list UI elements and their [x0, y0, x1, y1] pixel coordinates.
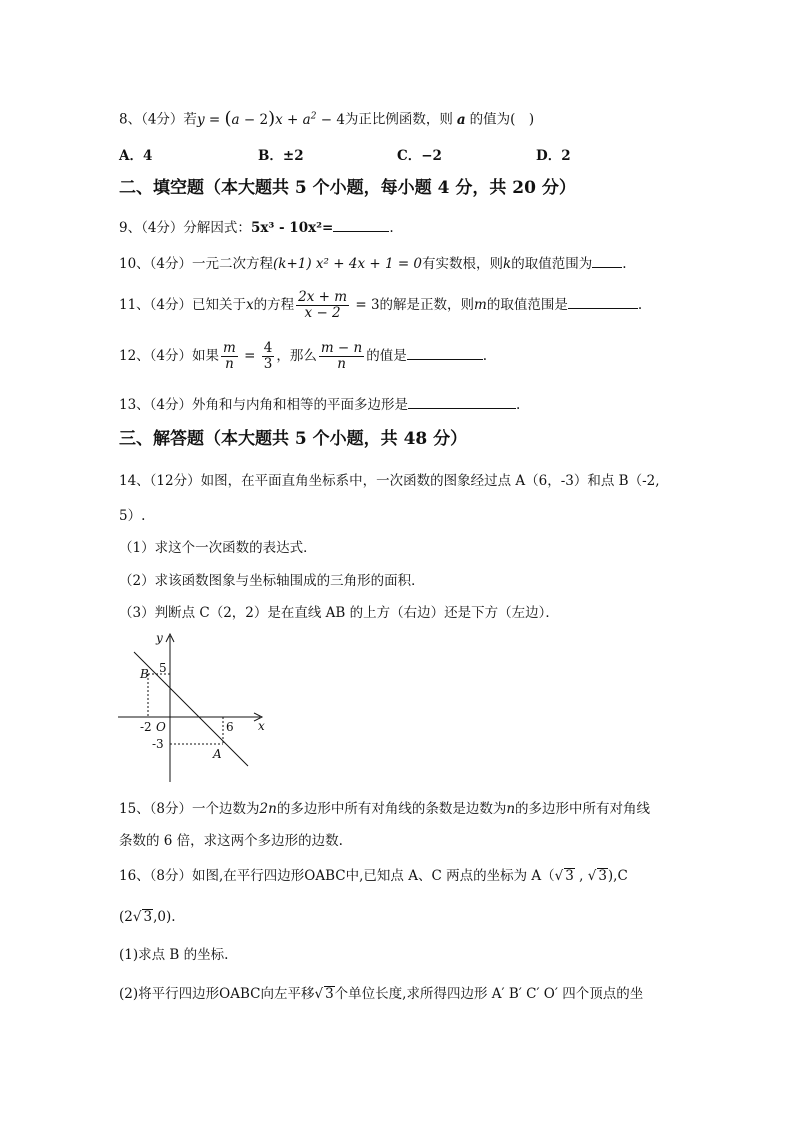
q15-suffix: 的多边形中所有对角线	[515, 801, 651, 817]
question-14-sub-3: （3）判断点 C（2，2）是在直线 AB 的上方（右边）还是下方（左边）．	[119, 605, 559, 621]
q8-tail: 的值为( )	[469, 111, 535, 128]
section-2-title: 二、填空题（本大题共 5 个小题，每小题 4 分，共 20 分）	[119, 178, 576, 198]
q13-blank	[408, 394, 516, 409]
label-6: 6	[226, 720, 234, 734]
q12-prefix: 12、（4分）如果	[119, 348, 220, 364]
q16-line1: 16、（8分）如图,在平行四边形OABC中,已知点 A、C 两点的坐标为 A（	[119, 868, 555, 884]
question-8	[119, 106, 534, 130]
q9-end: .	[389, 220, 394, 236]
q11-after: 的解是正数，则	[379, 297, 475, 313]
q16-sqrt-d: 3	[325, 986, 334, 1002]
label-o: O	[156, 720, 166, 734]
q10-middle: 有实数根，则	[422, 256, 504, 272]
q16-sub2-prefix: (2)将平行四边形OABC向左平移	[119, 986, 315, 1002]
q11-fraction: $\frac{2x + m}{x - 2}$	[298, 289, 348, 321]
question-16-line-1: 16、（8分）如图,在平行四边形OABC中,已知点 A、C 两点的坐标为 A（√ 3 , √ 3),C	[119, 868, 628, 884]
q12-suffix: 的值是	[366, 348, 407, 364]
question-14-sub-1: （1）求这个一次函数的表达式．	[119, 540, 317, 556]
q9-text: 9、（4分）分解因式：	[119, 220, 251, 236]
question-16-line-2: (2√ 3,0).	[119, 909, 176, 925]
question-16-sub-2: (2)将平行四边形OABC向左平移√ 3个单位长度,求所得四边形 A′ B′ C′ O′ 四个顶点的坐	[119, 986, 644, 1002]
label-x: x	[258, 719, 265, 733]
q12-eq: =	[239, 348, 260, 364]
q11-var-x: x	[246, 297, 254, 313]
q16-sub2-suffix: 个单位长度,求所得四边形 A′ B′ C′ O′ 四个顶点的坐	[334, 986, 644, 1002]
coordinate-figure	[112, 628, 272, 788]
question-16-sub-1: (1)求点 B 的坐标.	[119, 947, 229, 963]
q16-line1-end: ),C	[607, 868, 628, 884]
q13-text: 13、（4分）外角和与内角和相等的平面多边形是	[119, 397, 409, 413]
q15-var-2n: 2n	[259, 801, 277, 817]
q16-comma: ,	[574, 868, 588, 884]
label-neg3: -3	[152, 737, 164, 751]
q9-blank	[333, 217, 389, 232]
question-10	[119, 253, 627, 274]
q11-middle: 的方程	[253, 297, 295, 313]
q10-blank	[592, 253, 622, 268]
q8-prefix: 8、（4分）若	[119, 111, 197, 128]
question-14-sub-2: （2）求该函数图象与坐标轴围成的三角形的面积．	[119, 573, 425, 589]
q10-var-k: k	[503, 256, 512, 272]
q11-var-m: m	[474, 297, 487, 313]
q10-end: .	[622, 256, 627, 272]
label-y: y	[156, 631, 163, 645]
label-neg2: -2	[140, 720, 152, 734]
q8-var-a: a	[456, 111, 466, 128]
q11-suffix: 的取值范围是	[486, 297, 568, 313]
q12-fraction-1: $\frac{m}{n}$	[223, 340, 236, 372]
q12-blank	[407, 345, 483, 360]
label-a: A	[213, 747, 222, 761]
q16-sqrt-b: 3	[598, 868, 607, 884]
question-14-line-2: 5）.	[119, 508, 146, 524]
option-b: B．±2	[258, 148, 304, 164]
label-b: B	[140, 667, 149, 681]
question-11	[119, 288, 642, 322]
question-15-line-2: 条数的 6 倍，求这两个多边形的边数.	[119, 833, 343, 849]
question-14-line-1: 14、（12分）如图，在平面直角坐标系中，一次函数的图象经过点 A（6，-3）和点 B（-2,	[119, 473, 660, 489]
q10-suffix: 的取值范围为	[511, 256, 593, 272]
question-9	[119, 217, 394, 238]
q16-sqrt-a: 3	[565, 868, 574, 884]
section-3-title: 三、解答题（本大题共 5 个小题，共 48 分）	[119, 429, 468, 449]
q13-end: .	[516, 397, 521, 413]
q12-end: .	[482, 348, 488, 364]
label-5: 5	[159, 661, 167, 675]
q9-expr: 5x³ - 10x²=	[250, 220, 334, 236]
question-13	[119, 394, 520, 415]
q10-formula: (k+1) x² + 4x + 1 = 0	[273, 256, 423, 272]
question-15-line-1	[119, 799, 650, 819]
q11-end: .	[637, 297, 643, 313]
q8-formula: $y = (a - 2)x + a^2 - 4$	[196, 107, 345, 129]
q15-prefix: 15、（8分）一个边数为	[119, 801, 260, 817]
q15-middle: 的多边形中所有对角线的条数是边数为	[276, 801, 507, 817]
q16-line2-end: ,0).	[153, 909, 176, 925]
option-d: D．2	[536, 148, 571, 164]
q11-prefix: 11、（4分）已知关于	[119, 297, 247, 313]
option-a: A．4	[119, 148, 153, 164]
q12-fraction-3: $\frac{m - n}{n}$	[320, 340, 363, 372]
question-12	[119, 339, 487, 373]
q8-suffix: 为正比例函数，则	[344, 111, 453, 128]
q16-sqrt-c: 3	[143, 909, 153, 925]
q16-line2-prefix: (2	[119, 909, 133, 925]
q11-eq: = 3	[351, 297, 380, 313]
option-c: C．−2	[397, 148, 442, 164]
q10-prefix: 10、（4分）一元二次方程	[119, 256, 274, 272]
q12-fraction-2: $\frac{4}{3}$	[263, 340, 273, 372]
q11-blank	[568, 294, 638, 309]
q15-var-n: n	[506, 801, 516, 817]
q12-middle: ，那么	[276, 348, 317, 364]
